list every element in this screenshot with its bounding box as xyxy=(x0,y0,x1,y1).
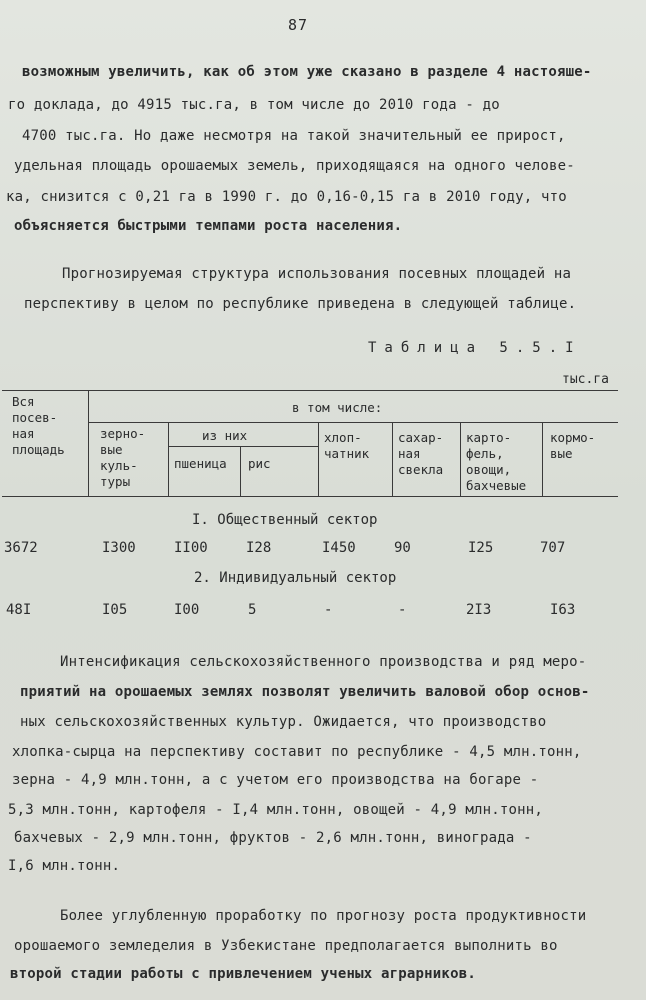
column-rule xyxy=(168,422,169,496)
table-cell: 2I3 xyxy=(466,602,492,618)
para3-line: 5,3 млн.тонн, картофеля - I,4 млн.тонн, овощей - 4,9 млн.тонн, xyxy=(8,802,543,818)
table-cell: I05 xyxy=(102,602,128,618)
header-rice: рис xyxy=(248,456,271,471)
header-bottom-rule xyxy=(2,496,618,497)
para3-line: зерна - 4,9 млн.тонн, а с учетом его производства на богаре - xyxy=(12,772,539,788)
header-sugar-beet: сахар- ная свекла xyxy=(398,430,444,477)
column-rule xyxy=(88,390,89,496)
header-wheat: пшеница xyxy=(174,456,227,471)
header-including: в том числе: xyxy=(292,400,383,415)
para3-line: Интенсификация сельскохозяйственного производства и ряд меро- xyxy=(60,654,587,670)
table-caption: Таблица 5.5.I xyxy=(368,340,582,356)
para1-line: го доклада, до 4915 тыс.га, в том числе до 2010 года - до xyxy=(8,97,500,113)
header-cotton: хлоп- чатник xyxy=(324,430,370,461)
table-cell: 48I xyxy=(6,602,32,618)
table-cell: I63 xyxy=(550,602,576,618)
column-rule xyxy=(392,422,393,496)
para2-line: перспективу в целом по республике приведена в следующей таблице. xyxy=(24,296,577,312)
para1-line: удельная площадь орошаемых земель, приходящаяся на одного челове- xyxy=(14,158,575,174)
column-rule xyxy=(460,422,461,496)
para4-line: орошаемого земледелия в Узбекистане предполагается выполнить во xyxy=(14,938,558,954)
section-title: 2. Индивидуальный сектор xyxy=(194,570,397,586)
table-cell: I25 xyxy=(468,540,494,556)
table-cell: 3672 xyxy=(4,540,38,556)
column-rule xyxy=(542,422,543,496)
para4-line: Более углубленную проработку по прогнозу роста продуктивности xyxy=(60,908,587,924)
table-cell: I28 xyxy=(246,540,272,556)
table-cell: 5 xyxy=(248,602,257,618)
section-title: I. Общественный сектор xyxy=(192,512,378,528)
header-of-them: из них xyxy=(202,428,248,443)
para1-line: ка, снизится с 0,21 га в 1990 г. до 0,16-0,15 га в 2010 году, что xyxy=(6,189,567,205)
header-potato: карто- фель, овощи, бахчевые xyxy=(466,430,527,493)
table-cell: - xyxy=(324,602,333,618)
para1-line: 4700 тыс.га. Но даже несмотря на такой значительный ее прирост, xyxy=(22,128,566,144)
column-rule xyxy=(240,446,241,496)
table-cell: - xyxy=(398,602,407,618)
para3-line: бахчевых - 2,9 млн.тонн, фруктов - 2,6 млн.тонн, винограда - xyxy=(14,830,532,846)
para3-line: хлопка-сырца на перспективу составит по республике - 4,5 млн.тонн, xyxy=(12,744,582,760)
para1-line: возможным увеличить, как об этом уже сказано в разделе 4 настояше- xyxy=(22,64,592,80)
crop-area-table xyxy=(0,384,646,624)
para3-line: приятий на орошаемых землях позволят увеличить валовой обор основ- xyxy=(20,684,590,700)
para3-line: I,6 млн.тонн. xyxy=(8,858,121,874)
para1-line: объясняется быстрыми темпами роста населения. xyxy=(14,218,403,234)
table-cell: 707 xyxy=(540,540,566,556)
column-rule xyxy=(318,422,319,496)
table-top-rule xyxy=(2,390,618,391)
header-rule xyxy=(168,446,318,447)
para2-line: Прогнозируемая структура использования посевных площадей на xyxy=(62,266,572,282)
para4-line: второй стадии работы с привлечением ученых аграрников. xyxy=(10,966,476,982)
para3-line: ных сельскохозяйственных культур. Ожидается, что производство xyxy=(20,714,547,730)
header-grain: зерно- вые куль- туры xyxy=(100,426,146,489)
table-cell: I300 xyxy=(102,540,136,556)
table-cell: I450 xyxy=(322,540,356,556)
table-cell: 90 xyxy=(394,540,411,556)
page-number: 87 xyxy=(288,16,309,34)
table-cell: I00 xyxy=(174,602,200,618)
table-unit: тыс.га xyxy=(562,372,609,387)
header-fodder: кормо- вые xyxy=(550,430,596,461)
header-total: Вся посев- ная площадь xyxy=(12,394,65,457)
table-cell: II00 xyxy=(174,540,208,556)
